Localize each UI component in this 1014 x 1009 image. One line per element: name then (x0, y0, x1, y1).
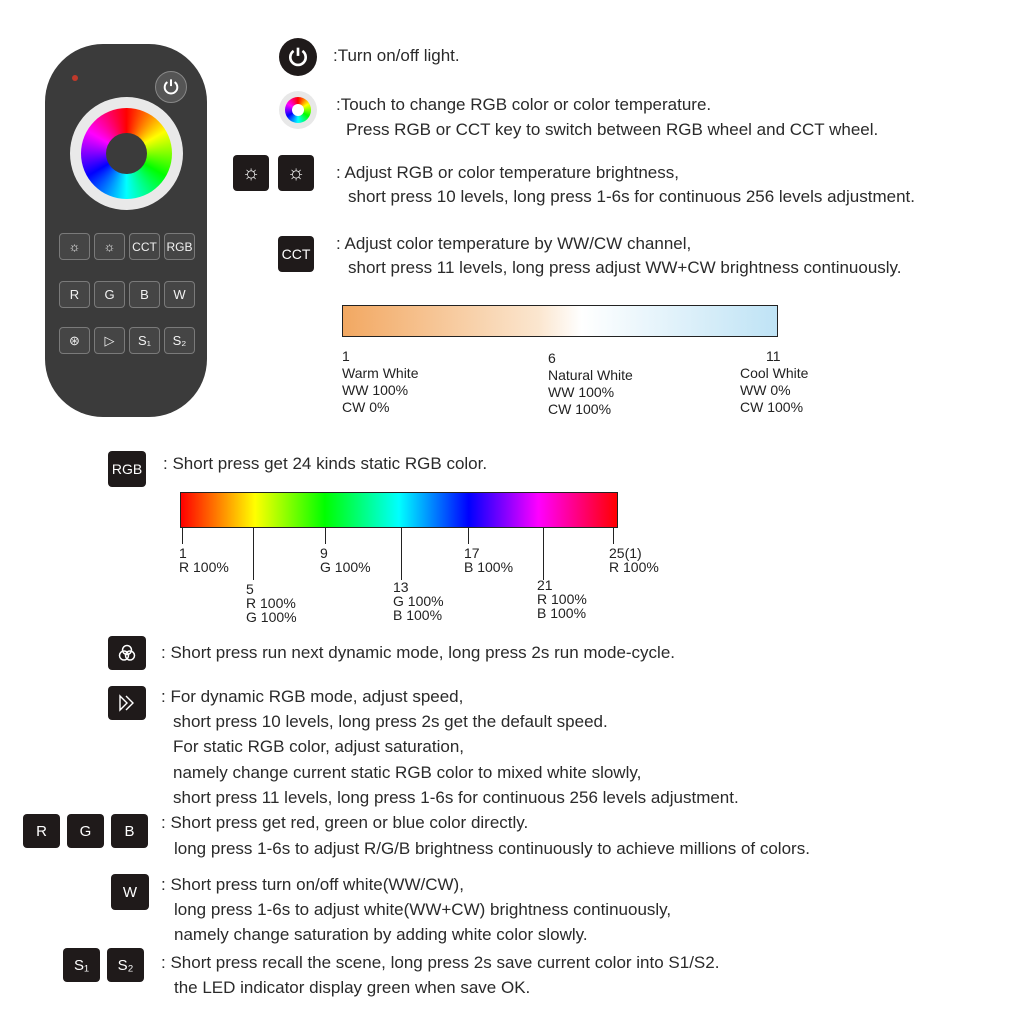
w-description-3: namely change saturation by adding white color slowly. (174, 925, 588, 944)
w-key-icon: W (111, 874, 149, 910)
b-key-icon: B (111, 814, 148, 848)
speed-description-1: : For dynamic RGB mode, adjust speed, (161, 687, 464, 706)
remote-brightness-down-button[interactable]: ☼ (59, 233, 90, 260)
remote-brightness-up-button[interactable]: ☼ (94, 233, 125, 260)
cct-key-icon: CCT (278, 236, 314, 272)
remote-rgb-button[interactable]: RGB (164, 233, 195, 260)
remote-b-button[interactable]: B (129, 281, 160, 308)
rgb-tick-5 (253, 528, 254, 580)
rgb-tick-17 (468, 528, 469, 544)
wheel-description-2: Press RGB or CCT key to switch between RGB wheel and CCT wheel. (346, 120, 879, 139)
speed-description-3: For static RGB color, adjust saturation, (173, 737, 465, 756)
rgb-spectrum-bar (180, 492, 618, 528)
rgb-level-17: 17 B 100% (464, 545, 514, 575)
cct-gradient-bar (342, 305, 778, 337)
remote-mode-button[interactable]: ⊛ (59, 327, 90, 354)
s2-key-icon: S₂ (107, 948, 144, 982)
color-wheel-center (106, 133, 147, 174)
cct-description-2: short press 11 levels, long press adjust WW+CW brightness continuously. (348, 258, 902, 277)
remote-s2-button[interactable]: S₂ (164, 327, 195, 354)
rgb-level-5: 5 R 100% G 100% (246, 581, 297, 625)
speed-icon (108, 686, 146, 720)
color-wheel-icon (279, 91, 317, 129)
cct-level-6: 6 Natural White WW 100% CW 100% (548, 350, 633, 417)
color-wheel[interactable] (70, 97, 183, 210)
cct-level-11: 11 Cool White WW 0% CW 100% (740, 348, 809, 415)
mode-description: : Short press run next dynamic mode, long press 2s run mode-cycle. (161, 643, 676, 662)
rgb-keys-description-1: : Short press get red, green or blue color directly. (161, 813, 529, 832)
rgb-keys-description-2: long press 1-6s to adjust R/G/B brightness continuously to achieve millions of colors. (174, 839, 810, 858)
remote-r-button[interactable]: R (59, 281, 90, 308)
wheel-description-1: :Touch to change RGB color or color temperature. (336, 95, 712, 114)
cct-level-1: 1 Warm White WW 100% CW 0% (342, 348, 419, 415)
brightness-description-2: short press 10 levels, long press 1-6s for continuous 256 levels adjustment. (348, 187, 915, 206)
rgb-tick-9 (325, 528, 326, 544)
rgb-level-1: 1 R 100% (179, 545, 229, 575)
led-indicator (72, 75, 78, 81)
rgb-tick-25 (613, 528, 614, 544)
scene-description-2: the LED indicator display green when save OK. (174, 978, 531, 997)
rgb-tick-21 (543, 528, 544, 580)
w-description-2: long press 1-6s to adjust white(WW+CW) brightness continuously, (174, 900, 672, 919)
speed-description-4: namely change current static RGB color to mixed white slowly, (173, 763, 642, 782)
g-key-icon: G (67, 814, 104, 848)
rgb-key-icon: RGB (108, 451, 146, 487)
rgb-description-1: : Short press get 24 kinds static RGB color. (163, 454, 488, 473)
rgb-level-21: 21 R 100% B 100% (537, 577, 587, 621)
brightness-description-1: : Adjust RGB or color temperature brightness, (336, 163, 679, 182)
brightness-up-icon: ☼ (278, 155, 314, 191)
r-key-icon: R (23, 814, 60, 848)
remote-cct-button[interactable]: CCT (129, 233, 160, 260)
speed-description-5: short press 11 levels, long press 1-6s for continuous 256 levels adjustment. (173, 788, 739, 807)
cct-description-1: : Adjust color temperature by WW/CW channel, (336, 234, 692, 253)
s1-key-icon: S₁ (63, 948, 100, 982)
remote-w-button[interactable]: W (164, 281, 195, 308)
power-icon (279, 38, 317, 76)
rgb-level-25: 25(1) R 100% (609, 545, 659, 575)
scene-description-1: : Short press recall the scene, long press 2s save current color into S1/S2. (161, 953, 720, 972)
power-button[interactable] (155, 71, 187, 103)
rgb-tick-13 (401, 528, 402, 580)
power-description: :Turn on/off light. (333, 46, 460, 65)
rgb-tick-1 (182, 528, 183, 544)
remote-s1-button[interactable]: S₁ (129, 327, 160, 354)
speed-description-2: short press 10 levels, long press 2s get the default speed. (173, 712, 608, 731)
power-icon (162, 78, 180, 96)
remote-control (45, 44, 207, 417)
rgb-level-9: 9 G 100% (320, 545, 371, 575)
w-description-1: : Short press turn on/off white(WW/CW), (161, 875, 464, 894)
rgb-level-13: 13 G 100% B 100% (393, 579, 444, 623)
remote-speed-button[interactable]: ▷ (94, 327, 125, 354)
brightness-down-icon: ☼ (233, 155, 269, 191)
mode-icon (108, 636, 146, 670)
remote-g-button[interactable]: G (94, 281, 125, 308)
